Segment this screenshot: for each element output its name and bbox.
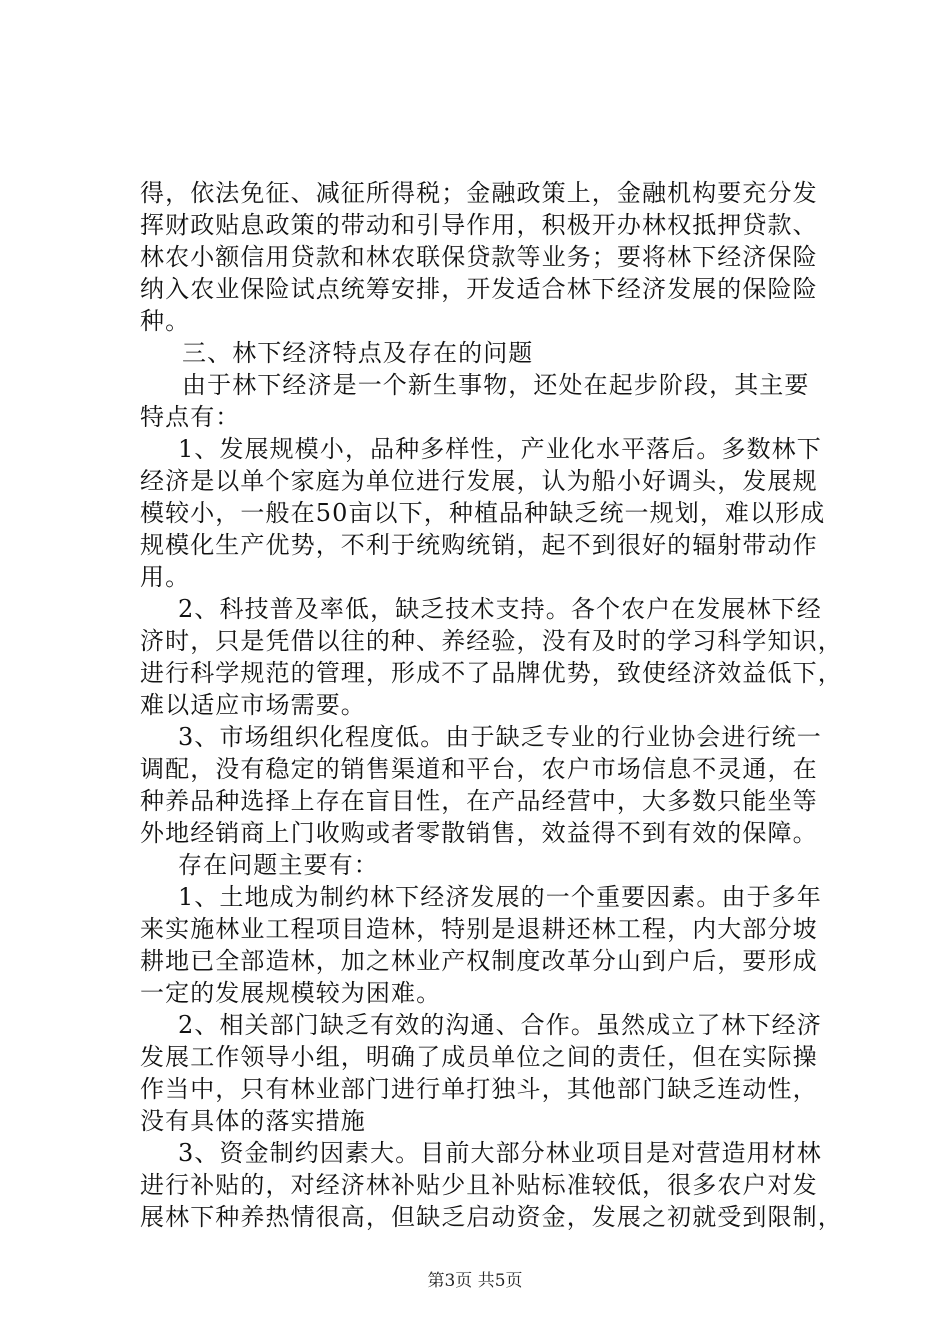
text-line: 种养品种选择上存在盲目性，在产品经营中，大多数只能坐等 bbox=[140, 787, 818, 815]
text-line: 2、相关部门缺乏有效的沟通、合作。虽然成立了林下经济 bbox=[178, 1011, 822, 1039]
text-line: 进行科学规范的管理，形成不了品牌优势，致使经济效益低下， bbox=[140, 659, 843, 687]
text-line: 难以适应市场需要。 bbox=[140, 691, 366, 719]
text-line: 2、科技普及率低，缺乏技术支持。各个农户在发展林下经 bbox=[178, 595, 822, 623]
text-line: 3、市场组织化程度低。由于缺乏专业的行业协会进行统一 bbox=[178, 723, 822, 751]
text-line: 一定的发展规模较为困难。 bbox=[140, 979, 442, 1007]
text-line: 3、资金制约因素大。目前大部分林业项目是对营造用材林 bbox=[178, 1139, 822, 1167]
text-line: 外地经销商上门收购或者零散销售，效益得不到有效的保障。 bbox=[140, 819, 818, 847]
text-line: 挥财政贴息政策的带动和引导作用，积极开办林权抵押贷款、 bbox=[140, 211, 818, 239]
text-line: 规模化生产优势，不利于统购统销，起不到很好的辐射带动作 bbox=[140, 531, 818, 559]
text-line: 种。 bbox=[140, 307, 191, 335]
text-line: 展林下种养热情很高，但缺乏启动资金，发展之初就受到限制， bbox=[140, 1203, 843, 1231]
text-line: 用。 bbox=[140, 563, 191, 591]
section-heading: 三、林下经济特点及存在的问题 bbox=[182, 339, 534, 367]
text-line: 作当中，只有林业部门进行单打独斗，其他部门缺乏连动性， bbox=[140, 1075, 818, 1103]
text-line: 调配，没有稳定的销售渠道和平台，农户市场信息不灵通，在 bbox=[140, 755, 818, 783]
text-line: 进行补贴的，对经济林补贴少且补贴标准较低，很多农户对发 bbox=[140, 1171, 818, 1199]
text-line: 特点有： bbox=[140, 403, 241, 431]
text-line: 1、发展规模小，品种多样性，产业化水平落后。多数林下 bbox=[178, 435, 822, 463]
text-line: 经济是以单个家庭为单位进行发展，认为船小好调头，发展规 bbox=[140, 467, 818, 495]
text-line: 林农小额信用贷款和林农联保贷款等业务；要将林下经济保险 bbox=[140, 243, 818, 271]
text-line: 模较小，一般在50亩以下，种植品种缺乏统一规划，难以形成 bbox=[140, 499, 826, 527]
text-line: 济时，只是凭借以往的种、养经验，没有及时的学习科学知识， bbox=[140, 627, 843, 655]
text-line: 由于林下经济是一个新生事物，还处在起步阶段，其主要 bbox=[182, 371, 810, 399]
text-line: 耕地已全部造林，加之林业产权制度改革分山到户后，要形成 bbox=[140, 947, 818, 975]
subsection-heading: 存在问题主要有： bbox=[178, 851, 379, 879]
text-line: 发展工作领导小组，明确了成员单位之间的责任，但在实际操 bbox=[140, 1043, 818, 1071]
text-line: 得，依法免征、减征所得税；金融政策上，金融机构要充分发 bbox=[140, 179, 818, 207]
text-line: 纳入农业保险试点统筹安排，开发适合林下经济发展的保险险 bbox=[140, 275, 818, 303]
text-line: 来实施林业工程项目造林，特别是退耕还林工程，内大部分坡 bbox=[140, 915, 818, 943]
text-line: 没有具体的落实措施 bbox=[140, 1107, 366, 1135]
page-number-footer: 第3页 共5页 bbox=[427, 1271, 523, 1291]
text-line: 1、土地成为制约林下经济发展的一个重要因素。由于多年 bbox=[178, 883, 822, 911]
